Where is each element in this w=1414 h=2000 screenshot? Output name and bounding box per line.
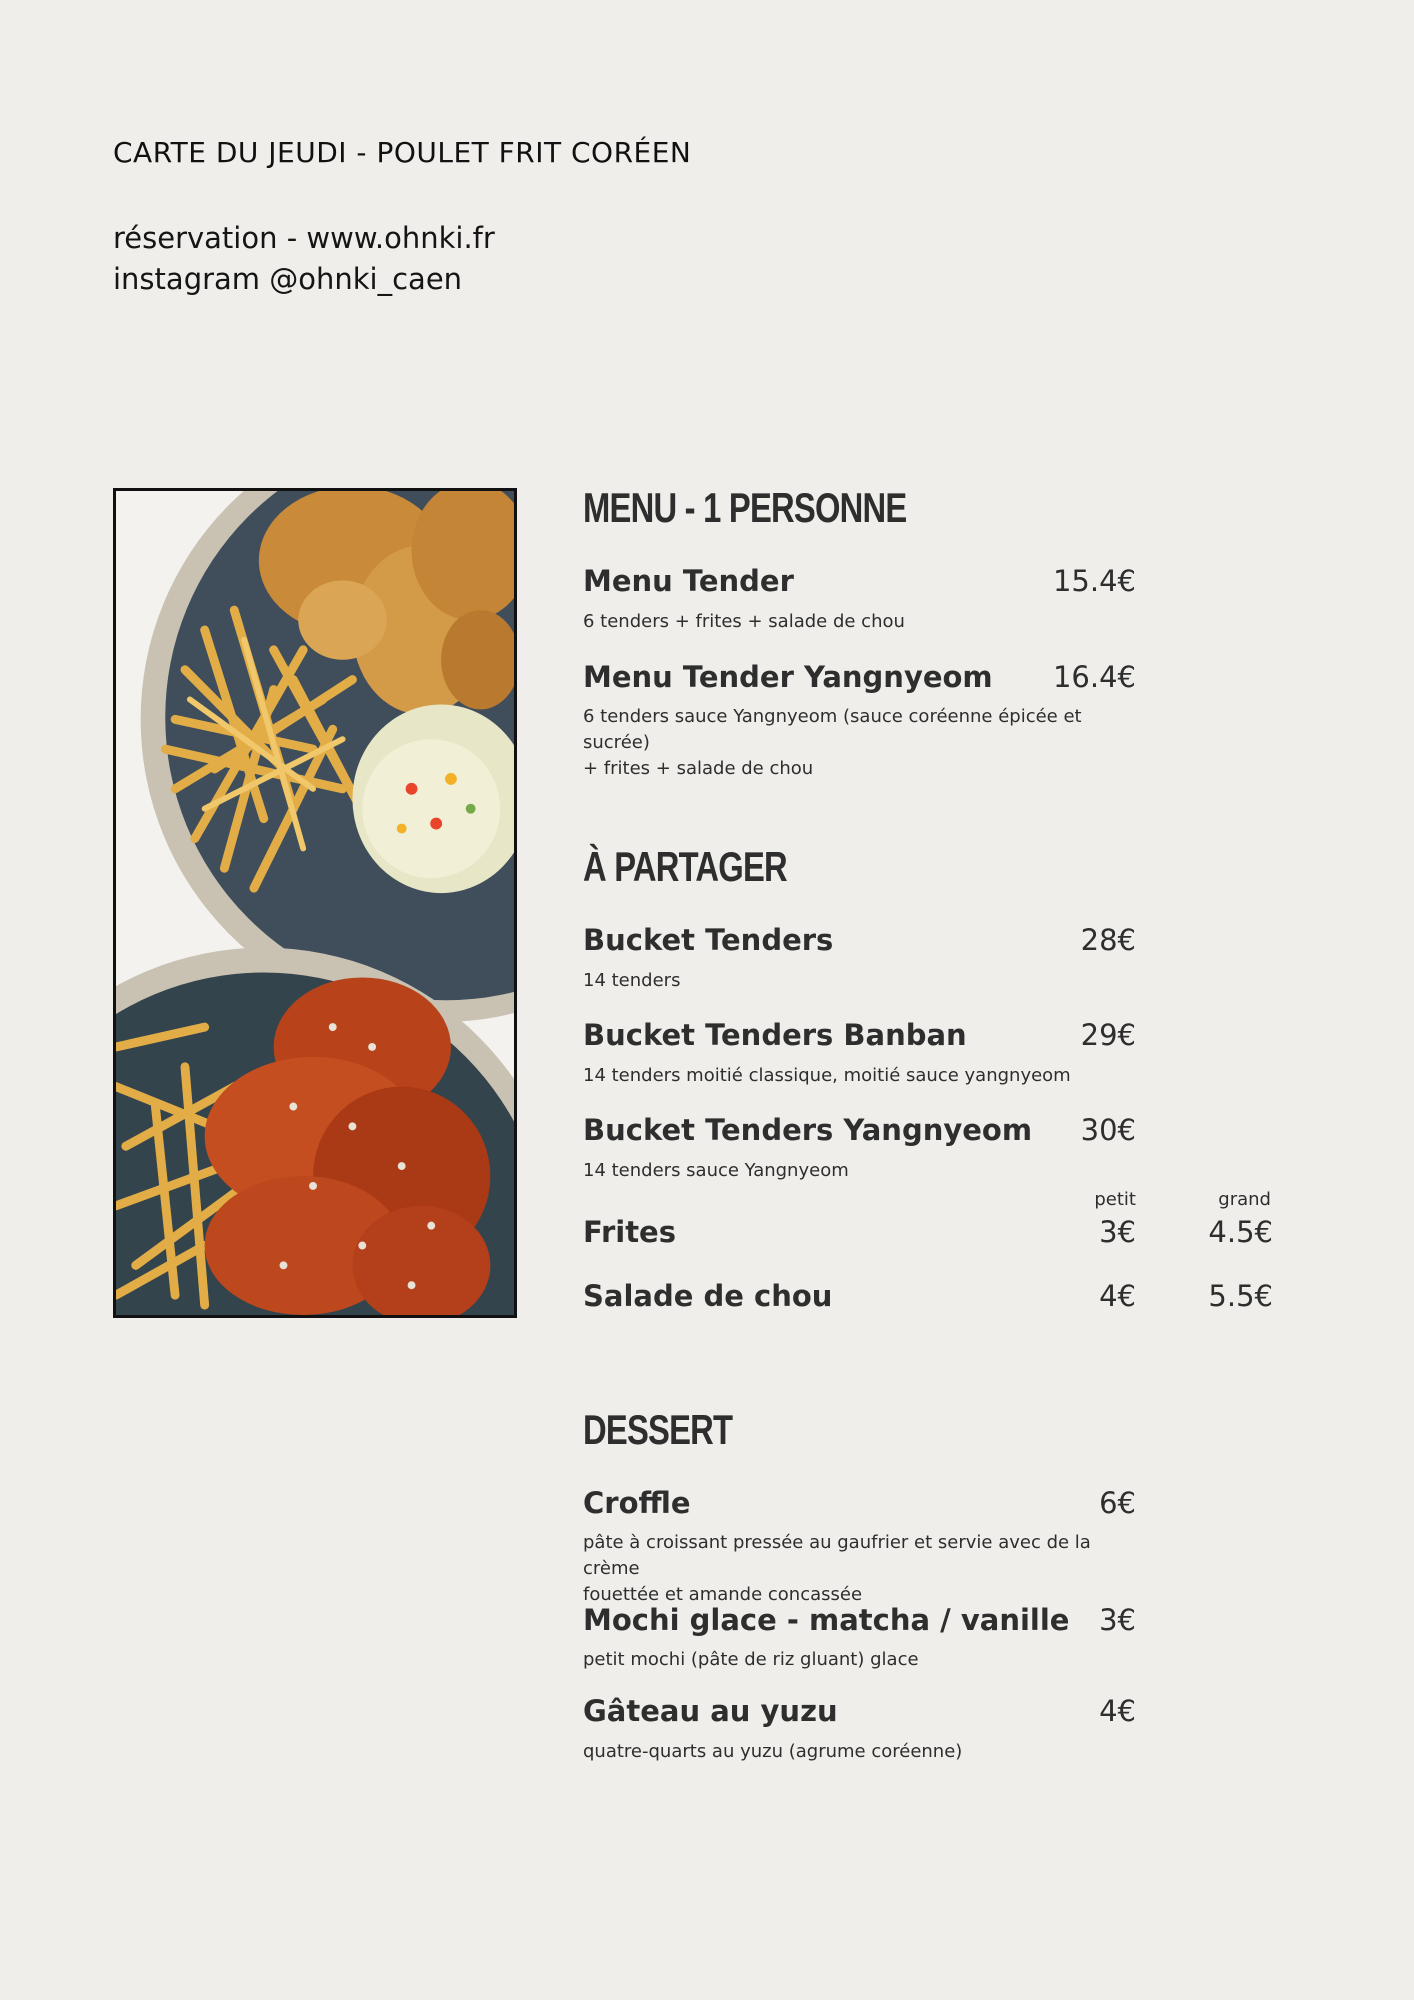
desc-line: pâte à croissant pressée au gaufrier et servie avec de la crème xyxy=(583,1532,1091,1579)
item-name-bucket-banban: Bucket Tenders Banban xyxy=(583,1018,967,1052)
desc-line: 6 tenders sauce Yangnyeom (sauce coréenne épicée et sucrée) xyxy=(583,706,1082,753)
desc-line: + frites + salade de chou xyxy=(583,758,814,779)
item-name-salade-de-chou: Salade de chou xyxy=(583,1279,833,1313)
item-price-menu-tender-yangnyeom: 16.4€ xyxy=(1052,660,1136,694)
menu-title: CARTE DU JEUDI - POULET FRIT CORÉEN xyxy=(113,136,692,169)
item-name-menu-tender-yangnyeom: Menu Tender Yangnyeom xyxy=(583,660,993,694)
item-price-bucket-banban: 29€ xyxy=(1080,1018,1136,1052)
item-name-bucket-yangnyeom: Bucket Tenders Yangnyeom xyxy=(583,1113,1033,1147)
item-name-frites: Frites xyxy=(583,1215,676,1249)
item-desc-bucket-tenders: 14 tenders xyxy=(583,970,681,991)
instagram-handle[interactable]: instagram @ohnki_caen xyxy=(113,262,463,296)
item-name-mochi: Mochi glace - matcha / vanille xyxy=(583,1603,1070,1637)
contact-block xyxy=(113,218,495,300)
food-photo xyxy=(113,488,517,1318)
item-desc-gateau-yuzu: quatre-quarts au yuzu (agrume coréenne) xyxy=(583,1741,963,1762)
item-desc-mochi: petit mochi (pâte de riz gluant) glace xyxy=(583,1649,919,1670)
item-desc-bucket-yangnyeom: 14 tenders sauce Yangnyeom xyxy=(583,1160,849,1181)
item-price-salade-large: 5.5€ xyxy=(1208,1279,1273,1313)
item-name-bucket-tenders: Bucket Tenders xyxy=(583,923,834,957)
item-desc-croffle xyxy=(583,1530,1143,1608)
item-price-croffle: 6€ xyxy=(1099,1486,1136,1520)
item-name-gateau-yuzu: Gâteau au yuzu xyxy=(583,1694,838,1728)
section-title-menu: MENU - 1 PERSONNE xyxy=(583,484,907,531)
item-price-bucket-tenders: 28€ xyxy=(1080,923,1136,957)
item-price-gateau-yuzu: 4€ xyxy=(1099,1694,1136,1728)
section-title-dessert: DESSERT xyxy=(583,1406,733,1453)
item-price-menu-tender: 15.4€ xyxy=(1052,564,1136,598)
item-desc-bucket-banban: 14 tenders moitié classique, moitié sauce yangnyeom xyxy=(583,1065,1071,1086)
size-label-large: grand xyxy=(1218,1189,1271,1210)
size-label-small: petit xyxy=(1094,1189,1136,1210)
item-name-croffle: Croffle xyxy=(583,1486,691,1520)
item-price-mochi: 3€ xyxy=(1099,1603,1136,1637)
fried-chicken-illustration xyxy=(116,491,514,1315)
item-desc-menu-tender: 6 tenders + frites + salade de chou xyxy=(583,611,905,632)
reservation-link[interactable]: réservation - www.ohnki.fr xyxy=(113,221,495,255)
item-price-frites-small: 3€ xyxy=(1099,1215,1136,1249)
section-title-partager: À PARTAGER xyxy=(583,843,787,890)
item-desc-menu-tender-yangnyeom xyxy=(583,704,1143,782)
item-name-menu-tender: Menu Tender xyxy=(583,564,794,598)
item-price-bucket-yangnyeom: 30€ xyxy=(1080,1113,1136,1147)
desc-line: fouettée et amande concassée xyxy=(583,1584,863,1605)
item-price-salade-small: 4€ xyxy=(1099,1279,1136,1313)
item-price-frites-large: 4.5€ xyxy=(1208,1215,1273,1249)
